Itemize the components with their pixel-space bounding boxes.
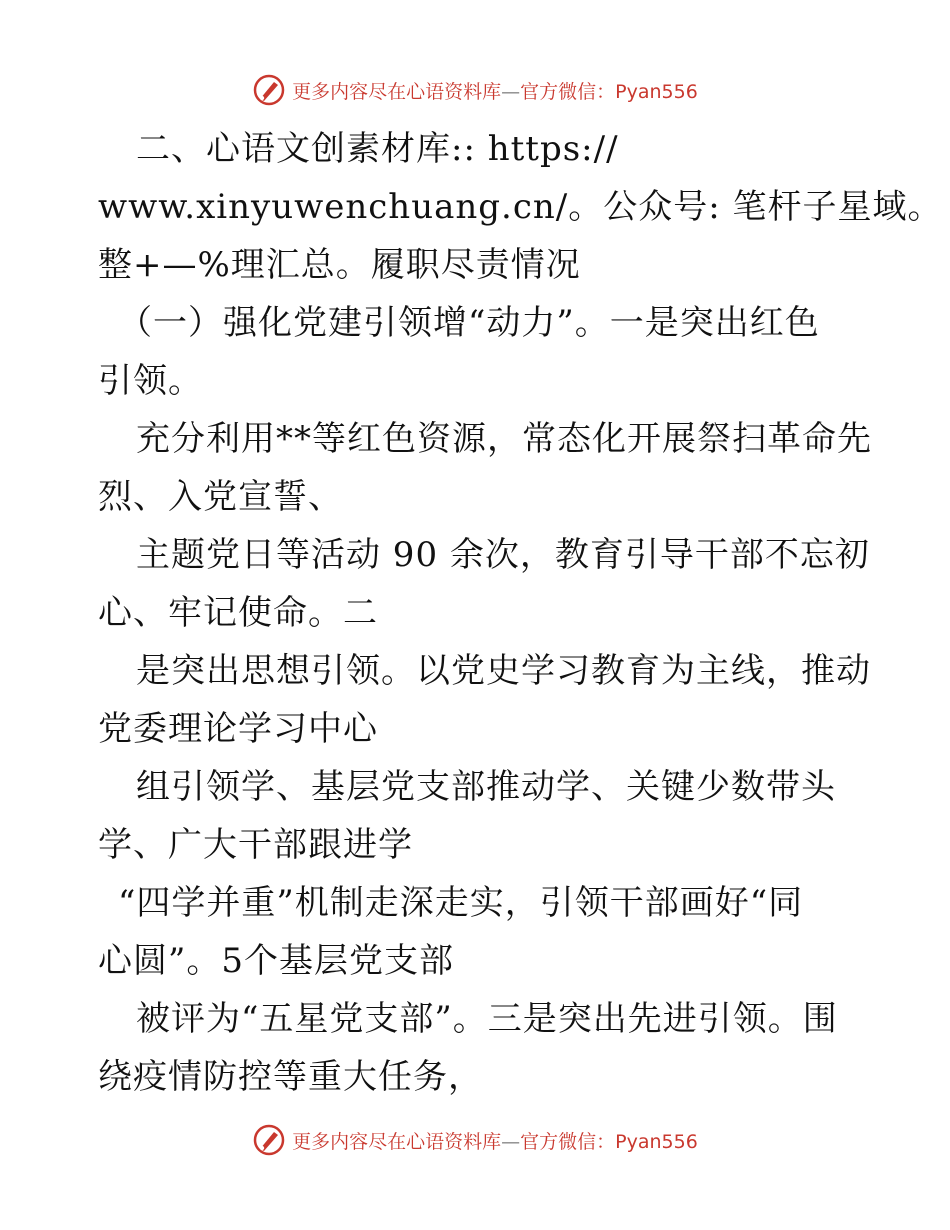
document-line: 二、心语文创素材库:: https:// xyxy=(136,129,619,169)
document-line: 主题党日等活动 90 余次，教育引导干部不忘初 xyxy=(136,535,870,575)
document-line: 充分利用**等红色资源，常态化开展祭扫革命先 xyxy=(136,419,872,459)
document-line: www.xinyuwenchuang.cn/。公众号: 笔杆子星域。 xyxy=(98,187,943,227)
footer-banner-main: 更多内容尽在心语资料库 xyxy=(292,1130,502,1153)
document-body xyxy=(98,120,943,1106)
document-line: 心圆”。5个基层党支部 xyxy=(98,941,455,981)
document-line: 被评为“五星党支部”。三是突出先进引领。围 xyxy=(136,999,838,1039)
header-banner-tail: 官方微信：Pyan556 xyxy=(520,80,698,103)
footer-banner-tail: 官方微信：Pyan556 xyxy=(520,1130,698,1153)
document-line: 整+—%理汇总。履职尽责情况 xyxy=(98,245,581,285)
document-line: （一）强化党建引领增“动力”。一是突出红色 xyxy=(118,303,820,343)
pen-logo-icon xyxy=(252,1123,286,1157)
document-line: 党委理论学习中心 xyxy=(98,709,378,749)
footer-banner-text xyxy=(292,1127,698,1154)
footer-banner xyxy=(0,1120,950,1160)
pen-logo-icon xyxy=(252,73,286,107)
document-line: “四学并重”机制走深走实，引领干部画好“同 xyxy=(118,883,804,923)
document-line: 绕疫情防控等重大任务， xyxy=(98,1057,483,1097)
document-line: 引领。 xyxy=(98,361,203,401)
document-line: 是突出思想引领。以党史学习教育为主线，推动 xyxy=(136,651,871,691)
header-banner-text xyxy=(292,77,698,104)
document-line: 烈、入党宣誓、 xyxy=(98,477,343,517)
document-line: 学、广大干部跟进学 xyxy=(98,825,413,865)
header-banner-dash: — xyxy=(501,80,521,103)
document-line: 组引领学、基层党支部推动学、关键少数带头 xyxy=(136,767,836,807)
header-banner-main: 更多内容尽在心语资料库 xyxy=(292,80,502,103)
footer-banner-dash: — xyxy=(501,1130,521,1153)
document-line: 心、牢记使命。二 xyxy=(98,593,378,633)
header-banner xyxy=(0,70,950,110)
